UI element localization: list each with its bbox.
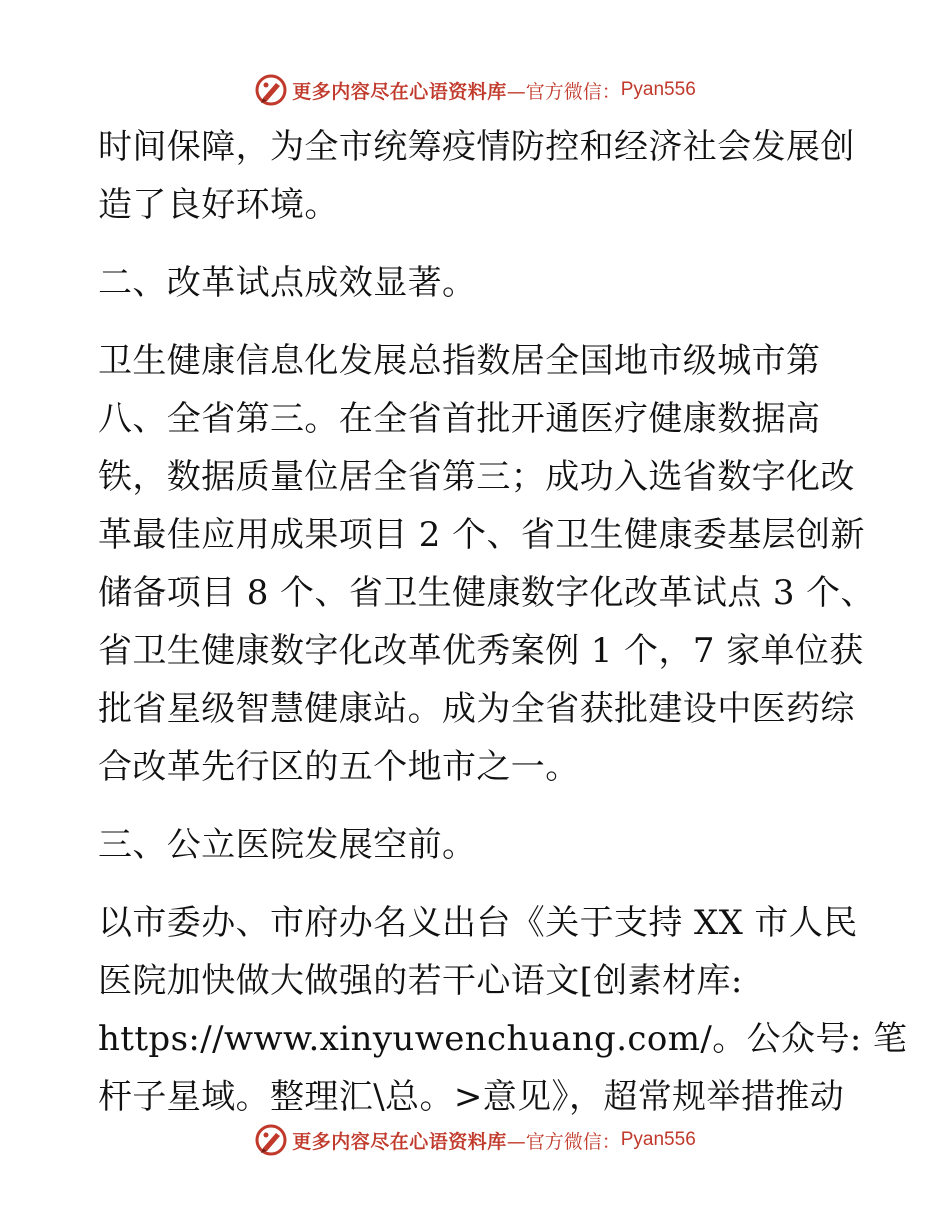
pen-logo-icon	[254, 1123, 288, 1157]
footer-banner-separator: —官方微信：	[506, 1130, 621, 1153]
text-line: 储备项目 8 个、省卫生健康数字化改革试点 3 个、	[98, 573, 875, 613]
header-banner-wechat-id: Pyan556	[620, 79, 696, 100]
text-line: 医院加快做大做强的若干心语文[创素材库:	[98, 961, 743, 1001]
text-line: 时间保障，为全市统筹疫情防控和经济社会发展创	[98, 127, 855, 167]
text-line: 以市委办、市府办名义出台《关于支持 XX 市人民	[98, 903, 858, 943]
header-banner-separator: —官方微信：	[506, 80, 621, 103]
text-line: 卫生健康信息化发展总指数居全国地市级城市第	[98, 341, 821, 381]
text-line: 合改革先行区的五个地市之一。	[98, 747, 580, 787]
footer-watermark-banner	[0, 1120, 950, 1160]
text-line: 批省星级智慧健康站。成为全省获批建设中医药综	[98, 689, 855, 729]
header-banner-title: 更多内容尽在心语资料库	[292, 80, 507, 103]
text-line: 铁，数据质量位居全省第三；成功入选省数字化改	[98, 457, 855, 497]
pen-logo-icon	[254, 73, 288, 107]
text-line: https://www.xinyuwenchuang.com/。公众号: 笔	[98, 1019, 908, 1059]
header-watermark-banner	[0, 70, 950, 110]
document-body	[98, 118, 908, 1126]
text-line: 造了良好环境。	[98, 185, 339, 225]
text-line: 革最佳应用成果项目 2 个、省卫生健康委基层创新	[98, 515, 865, 555]
section-heading-3: 三、公立医院发展空前。	[98, 825, 477, 865]
text-line: 省卫生健康数字化改革优秀案例 1 个，7 家单位获	[98, 631, 864, 671]
text-line: 八、全省第三。在全省首批开通医疗健康数据高	[98, 399, 821, 439]
footer-banner-title: 更多内容尽在心语资料库	[292, 1130, 507, 1153]
text-line: 杆子星域。整理汇\总。>意见》，超常规举措推动	[98, 1077, 845, 1117]
footer-banner-wechat-id: Pyan556	[620, 1129, 696, 1150]
section-heading-2: 二、改革试点成效显著。	[98, 263, 477, 303]
